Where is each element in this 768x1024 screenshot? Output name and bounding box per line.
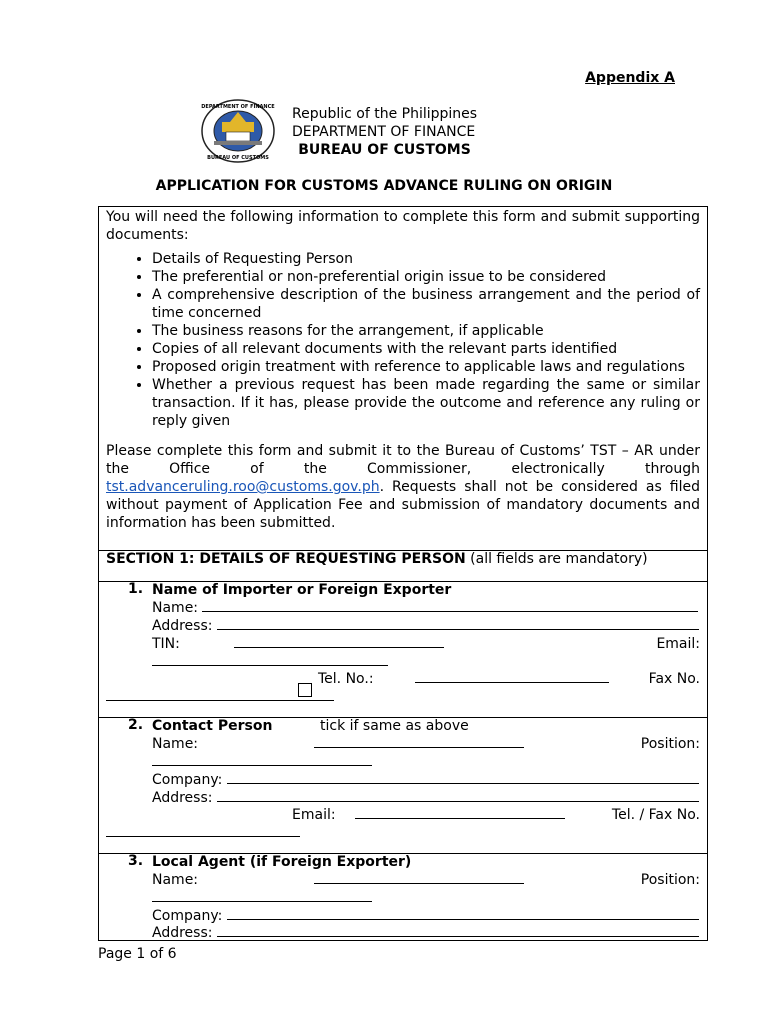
item3-title: Local Agent (if Foreign Exporter) (152, 854, 412, 870)
item1-address-field[interactable] (152, 617, 700, 635)
item3-company-line[interactable] (227, 907, 699, 920)
item1-tel-label: Tel. No.: (318, 671, 374, 687)
item2-address-line[interactable] (217, 789, 699, 802)
item1-name-field[interactable] (152, 599, 700, 617)
item2-address-label: Address: (152, 790, 213, 806)
item3-number: 3. (128, 853, 144, 869)
item2-position-label: Position: (640, 736, 700, 752)
section1-heading (106, 550, 700, 568)
requirements-list (106, 250, 700, 430)
item3-position-line-row[interactable] (152, 889, 700, 907)
item1-address-label: Address: (152, 618, 213, 634)
item1-email-line[interactable] (152, 653, 388, 666)
instructions-start: Please complete this form and submit it to the Bureau of Customs’ TST – AR under the Office of the Commissioner, electronically through (106, 443, 700, 477)
item1-tin-label: TIN: (152, 636, 180, 652)
item2-number: 2. (128, 717, 144, 733)
item2-telfax-label: Tel. / Fax No. (611, 807, 700, 823)
item2-company-line[interactable] (227, 771, 699, 784)
item1-fax-line-row[interactable] (106, 688, 700, 706)
item2-telfax-line[interactable] (106, 824, 300, 837)
item3-name-label: Name: (152, 872, 199, 888)
item3-address-field[interactable] (152, 924, 700, 942)
list-item: • A comprehensive description of the business arrangement and the period of time concerned (152, 286, 700, 322)
item3-name-line[interactable] (314, 871, 524, 884)
item2-name-label: Name: (152, 736, 199, 752)
item3-address-label: Address: (152, 925, 213, 941)
item2-telfax-line-row[interactable] (106, 824, 700, 842)
header-republic: Republic of the Philippines (292, 106, 478, 122)
section1-note: (all fields are mandatory) (470, 551, 648, 567)
item2-position-line-row[interactable] (152, 753, 700, 771)
instructions-end: . Requests shall not be considered as filed without payment of Application Fee and submission of mandatory documents and information has been submitted. (106, 479, 700, 531)
item3-company-label: Company: (152, 908, 223, 924)
item1-title: Name of Importer or Foreign Exporter (152, 582, 452, 598)
list-item: • Copies of all relevant documents with the relevant parts identified (152, 340, 700, 358)
item3-name-row (152, 871, 700, 889)
item1-number: 1. (128, 581, 144, 597)
item2-email-line[interactable] (355, 806, 565, 819)
submission-instructions (106, 442, 700, 532)
list-item: • Proposed origin treatment with reference to applicable laws and regulations (152, 358, 700, 376)
section1-title: SECTION 1: DETAILS OF REQUESTING PERSON (106, 551, 466, 567)
tick-same-label: tick if same as above (320, 718, 469, 734)
agency-header (292, 105, 477, 159)
bureau-of-customs-seal-icon (200, 98, 276, 164)
appendix-label: Appendix A (585, 70, 675, 86)
item2-position-line[interactable] (152, 753, 372, 766)
item2-name-row (152, 735, 700, 753)
item2-address-field[interactable] (152, 789, 700, 807)
item1-email-label: Email: (656, 636, 700, 652)
item3-company-field[interactable] (152, 907, 700, 925)
submission-email-link[interactable]: tst.advanceruling.roo@customs.gov.ph (106, 479, 380, 495)
page-number: Page 1 of 6 (98, 946, 177, 962)
item2-name-line[interactable] (314, 735, 524, 748)
item3-position-line[interactable] (152, 889, 372, 902)
list-item: • Whether a previous request has been made regarding the same or similar transaction. If it has, please provide the outcome and reference any ruling or reply given (152, 376, 700, 430)
list-item: • The preferential or non-preferential origin issue to be considered (152, 268, 700, 286)
item1-email-line-row[interactable] (152, 653, 700, 671)
item1-tin-line[interactable] (234, 635, 444, 648)
item1-tel-line[interactable] (415, 670, 609, 683)
item1-name-label: Name: (152, 600, 199, 616)
item1-name-line[interactable] (202, 599, 698, 612)
intro-lead: You will need the following information to complete this form and submit supporting documents: (106, 209, 700, 243)
seal-top-text: DEPARTMENT OF FINANCE (201, 104, 275, 110)
item1-fax-label: Fax No. (648, 671, 700, 687)
list-item: • The business reasons for the arrangement, if applicable (152, 322, 700, 340)
item1-address-line[interactable] (217, 617, 699, 630)
item3-position-label: Position: (640, 872, 700, 888)
form-title: APPLICATION FOR CUSTOMS ADVANCE RULING ON ORIGIN (155, 178, 613, 194)
item2-company-label: Company: (152, 772, 223, 788)
item2-title: Contact Person (152, 718, 273, 734)
intro-text (106, 208, 700, 532)
list-item: • Details of Requesting Person (152, 250, 700, 268)
item2-company-field[interactable] (152, 771, 700, 789)
same-as-above-checkbox[interactable] (298, 683, 312, 697)
item2-title-row (152, 717, 700, 735)
seal-bottom-text: BUREAU OF CUSTOMS (207, 155, 269, 161)
header-bureau: BUREAU OF CUSTOMS (298, 142, 471, 158)
item1-tin-email-row (152, 635, 700, 653)
item2-email-label: Email: (292, 807, 336, 823)
header-department: DEPARTMENT OF FINANCE (292, 124, 476, 140)
item3-address-line[interactable] (217, 924, 699, 937)
